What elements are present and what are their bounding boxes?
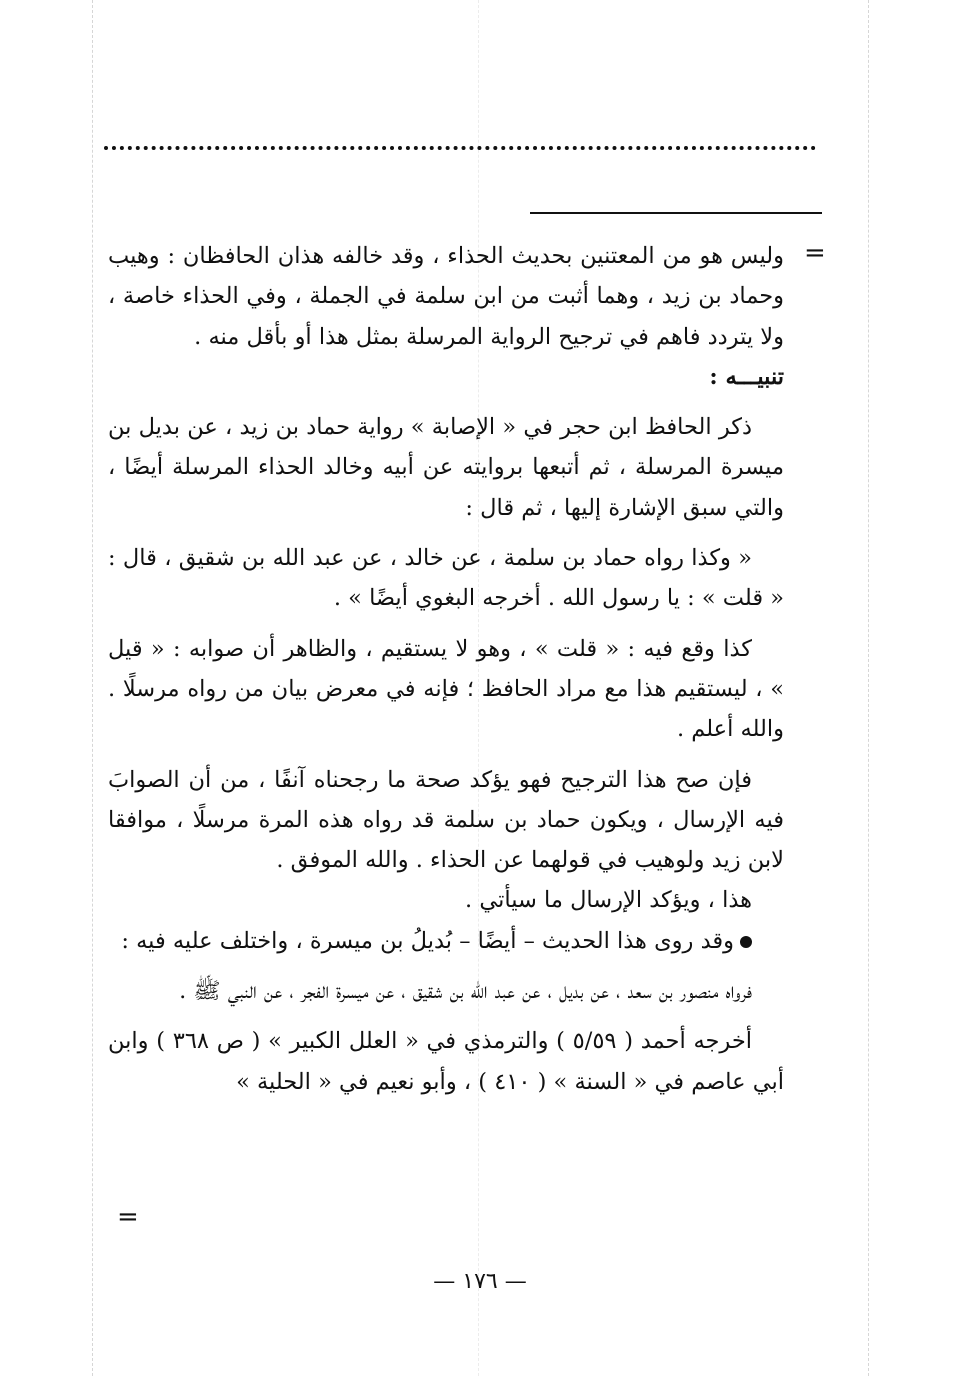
note-heading: تنبيـــه :: [709, 363, 784, 390]
scan-guide-left: [92, 0, 93, 1376]
footnote-rule: [530, 212, 822, 214]
footnote-text: [108, 236, 784, 1102]
paragraph-7: [108, 921, 784, 961]
page-number: — ١٧٦ —: [433, 1269, 527, 1294]
paragraph-2: ذكر الحافظ ابن حجر في « الإصابة » رواية حماد بن زيد ، عن بديل بن ميسرة المرسلة ، ثم أتبعها بروايته عن أبيه وخالد الحذاء المرسلة أيضًا ، والتي سبق الإشارة إليها ، ثم قال :: [108, 414, 784, 521]
scan-guide-right: [868, 0, 869, 1376]
paragraph-4: كذا وقع فيه : « قلت » ، وهو لا يستقيم ، والظاهر أن صوابه : « قيل » ، ليستقيم هذا مع مراد الحافظ ؛ فإنه في معرض بيان من رواه مرسلًا . والله أعلم .: [108, 635, 784, 743]
bullet-icon: [740, 936, 752, 948]
dotted-separator: [104, 146, 816, 150]
paragraph-9: أخرجه أحمد ( ٥/٥٩ ) والترمذي في « العلل الكبير » ( ص ٣٦٨ ) وابن أبي عاصم في « السنة » ( ٤١٠ ) ، وأبو نعيم في « الحلية »: [108, 1028, 784, 1095]
paragraph-7-text: وقد روى هذا الحديث – أيضًا – بُديلُ بن ميسرة ، واختلف عليه فيه :: [121, 927, 734, 954]
paragraph-8: فرواه منصور بن سعد ، عن بديل ، عن عبد الله بن شقيق ، عن ميسرة الفجر ، عن النبي ﷺ .: [179, 978, 752, 1005]
paragraph-6: هذا ، ويؤكد الإرسال ما سيأتي .: [465, 887, 752, 914]
paragraph-5: فإن صح هذا الترجيح فهو يؤكد صحة ما رجحناه آنفًا ، من أن الصوابَ فيه الإرسال ، ويكون حماد بن سلمة قد رواه هذه المرة مرسلًا ، موافقا لابن زيد ولوهيب في قولهما عن الحذاء . والله الموفق .: [108, 766, 784, 874]
paragraph-1: وليس هو من المعتنين بحديث الحذاء ، وقد خالفه هذان الحافظان : وهيب وحماد بن زيد ، وهما أثبت من ابن سلمة في الجملة ، وفي الحذاء خاصة ، ولا يتردد فاهم في ترجيح الرواية المرسلة بمثل هذا أو بأقل منه .: [108, 243, 784, 350]
continuation-mark-top: =: [804, 238, 826, 268]
continuation-mark-bottom: =: [117, 1202, 139, 1232]
paragraph-3: « وكذا رواه حماد بن سلمة ، عن خالد ، عن عبد الله بن شقيق ، قال : « قلت » : يا رسول الله . أخرجه البغوي أيضًا » .: [108, 545, 784, 612]
